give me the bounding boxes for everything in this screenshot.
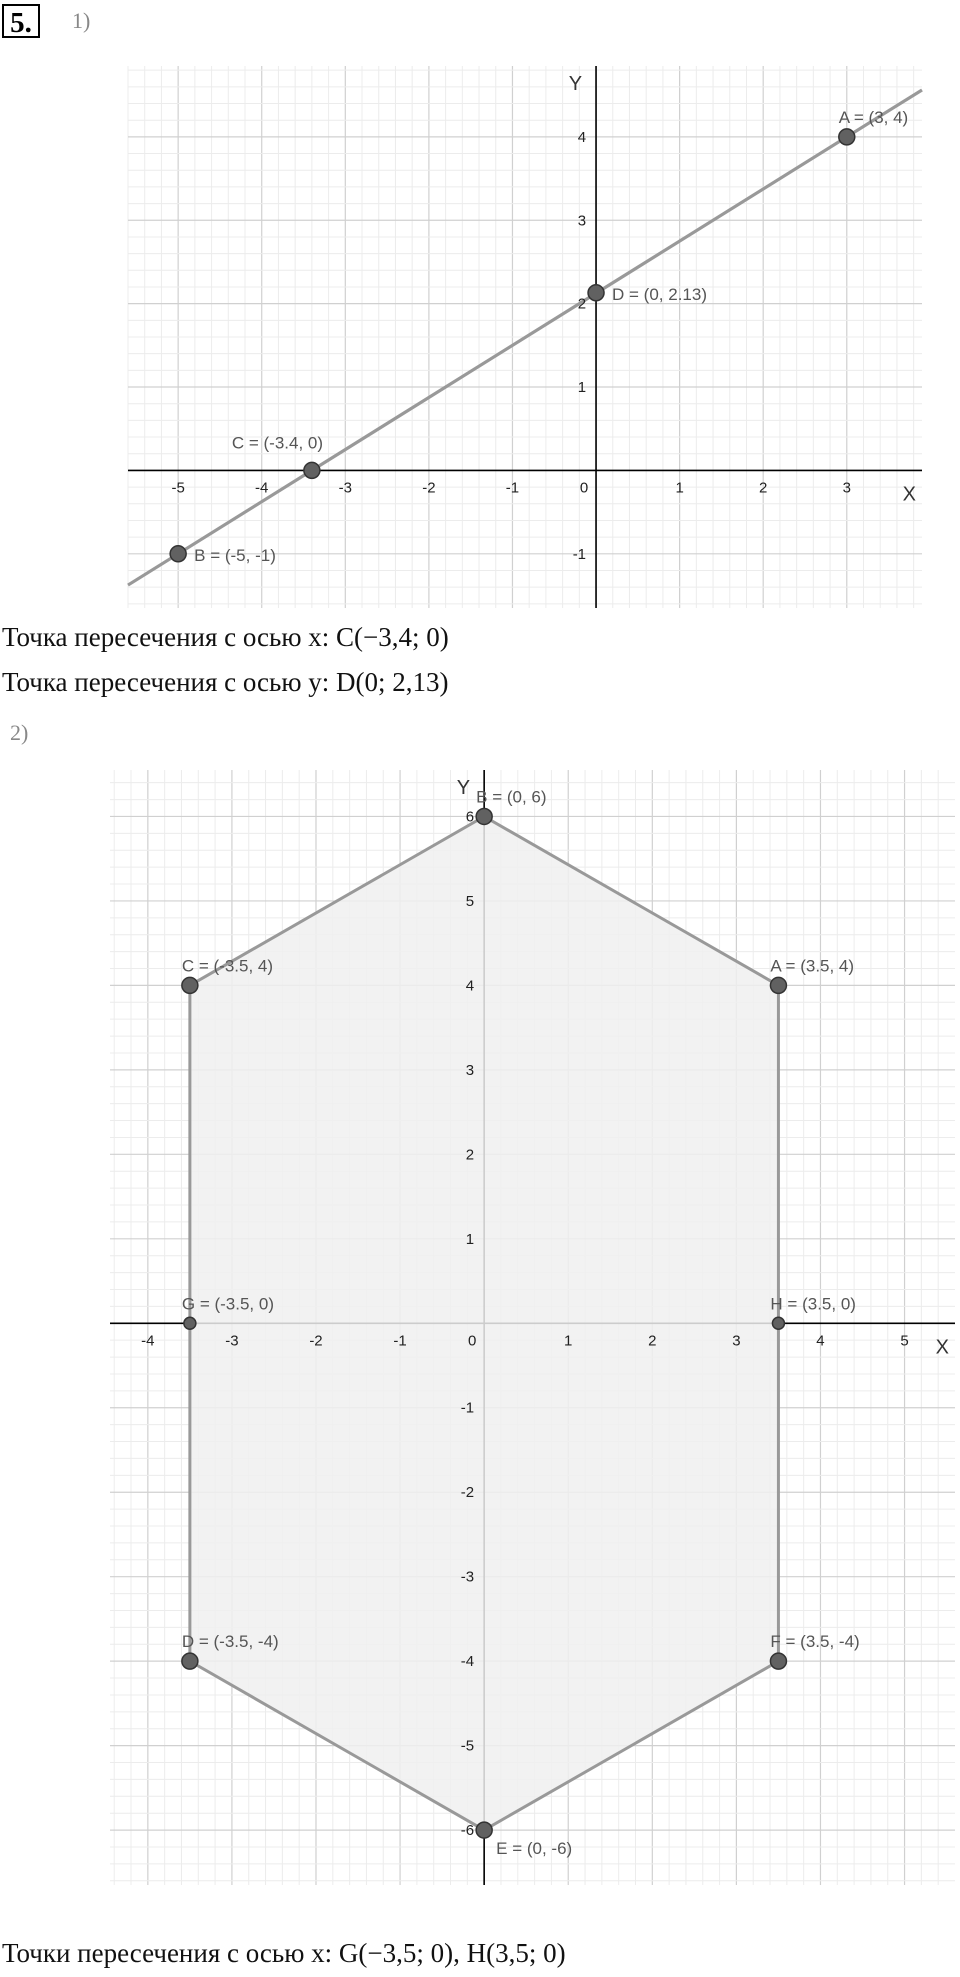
point-label-a: A = (3, 4) xyxy=(838,107,909,127)
y-tick-label: -2 xyxy=(460,1484,475,1502)
hexagon-polygon xyxy=(190,816,779,1830)
part-1-label: 1) xyxy=(72,8,91,33)
x-tick-label: 4 xyxy=(816,1332,825,1350)
y-tick-label: 4 xyxy=(465,977,475,995)
point-h xyxy=(772,1317,784,1329)
x-tick-label: 3 xyxy=(732,1332,741,1350)
point-b xyxy=(170,546,186,562)
point-label-e: E = (0, -6) xyxy=(496,1839,573,1859)
y-axis-label: Y xyxy=(456,777,471,799)
y-tick-label: 1 xyxy=(465,1230,475,1248)
y-tick-label: -5 xyxy=(460,1737,475,1755)
point-g xyxy=(184,1317,196,1329)
y-tick-label: 1 xyxy=(577,379,587,397)
y-tick-label: -4 xyxy=(460,1653,475,1671)
y-tick-label: 3 xyxy=(577,212,587,230)
x-tick-label: 0 xyxy=(467,1332,477,1350)
point-label-c: C = (-3.4, 0) xyxy=(231,433,324,453)
point-a xyxy=(770,977,786,993)
point-label-a: A = (3.5, 4) xyxy=(770,956,855,976)
answer-y-intercept: Точка пересечения с осью y: D(0; 2,13) xyxy=(2,667,449,697)
y-tick-label: 5 xyxy=(465,892,475,910)
line-ab xyxy=(128,90,922,585)
point-c xyxy=(182,977,198,993)
chart-2-hexagon xyxy=(110,770,955,1885)
chart-1-line xyxy=(128,66,922,608)
point-label-d: D = (0, 2.13) xyxy=(612,284,708,304)
y-tick-label: 4 xyxy=(577,128,587,146)
x-tick-label: 2 xyxy=(648,1332,657,1350)
x-tick-label: 1 xyxy=(564,1332,573,1350)
x-tick-label: -4 xyxy=(255,479,269,497)
x-tick-label: -2 xyxy=(309,1332,323,1350)
point-a xyxy=(839,129,855,145)
point-f xyxy=(770,1653,786,1669)
y-tick-label: 3 xyxy=(465,1061,475,1079)
point-label-c: C = (-3.5, 4) xyxy=(181,956,274,976)
y-tick-label: -3 xyxy=(460,1568,475,1586)
x-axis-label: X xyxy=(935,1336,949,1359)
point-b xyxy=(476,808,492,824)
point-label-h: H = (3.5, 0) xyxy=(770,1294,856,1314)
x-tick-label: 5 xyxy=(900,1332,909,1350)
answer-x-intercept: Точка пересечения с осью x: C(−3,4; 0) xyxy=(2,622,449,652)
y-tick-label: -6 xyxy=(460,1822,475,1840)
point-d xyxy=(588,285,604,301)
y-axis-label: Y xyxy=(568,73,583,95)
y-tick-label: 6 xyxy=(465,808,475,826)
x-tick-label: 3 xyxy=(842,479,851,497)
y-tick-label: 2 xyxy=(465,1146,475,1164)
point-label-b: B = (0, 6) xyxy=(476,787,547,807)
y-tick-label: 2 xyxy=(577,295,587,313)
point-c xyxy=(304,462,320,478)
x-tick-label: -1 xyxy=(505,479,520,497)
x-tick-label: 1 xyxy=(675,479,684,497)
x-tick-label: 2 xyxy=(759,479,768,497)
point-e xyxy=(476,1822,492,1838)
x-tick-label: -4 xyxy=(141,1332,155,1350)
x-tick-label: -3 xyxy=(225,1332,239,1350)
answer-x-intercepts: Точки пересечения с осью x: G(−3,5; 0), H(3,5; 0) xyxy=(2,1938,566,1968)
point-d xyxy=(182,1653,198,1669)
point-label-b: B = (-5, -1) xyxy=(194,545,276,565)
y-tick-label: -1 xyxy=(460,1399,475,1417)
part-2-label: 2) xyxy=(10,720,29,745)
x-tick-label: 0 xyxy=(579,479,589,497)
point-label-f: F = (3.5, -4) xyxy=(770,1632,860,1652)
x-tick-label: -5 xyxy=(171,479,185,497)
task-number: 5. xyxy=(2,4,40,38)
x-tick-label: -1 xyxy=(393,1332,407,1350)
point-label-d: D = (-3.5, -4) xyxy=(181,1632,279,1652)
x-tick-label: -3 xyxy=(338,479,352,497)
x-tick-label: -2 xyxy=(422,479,436,497)
y-tick-label: -1 xyxy=(572,545,587,563)
point-label-g: G = (-3.5, 0) xyxy=(181,1294,275,1314)
x-axis-label: X xyxy=(902,483,916,506)
